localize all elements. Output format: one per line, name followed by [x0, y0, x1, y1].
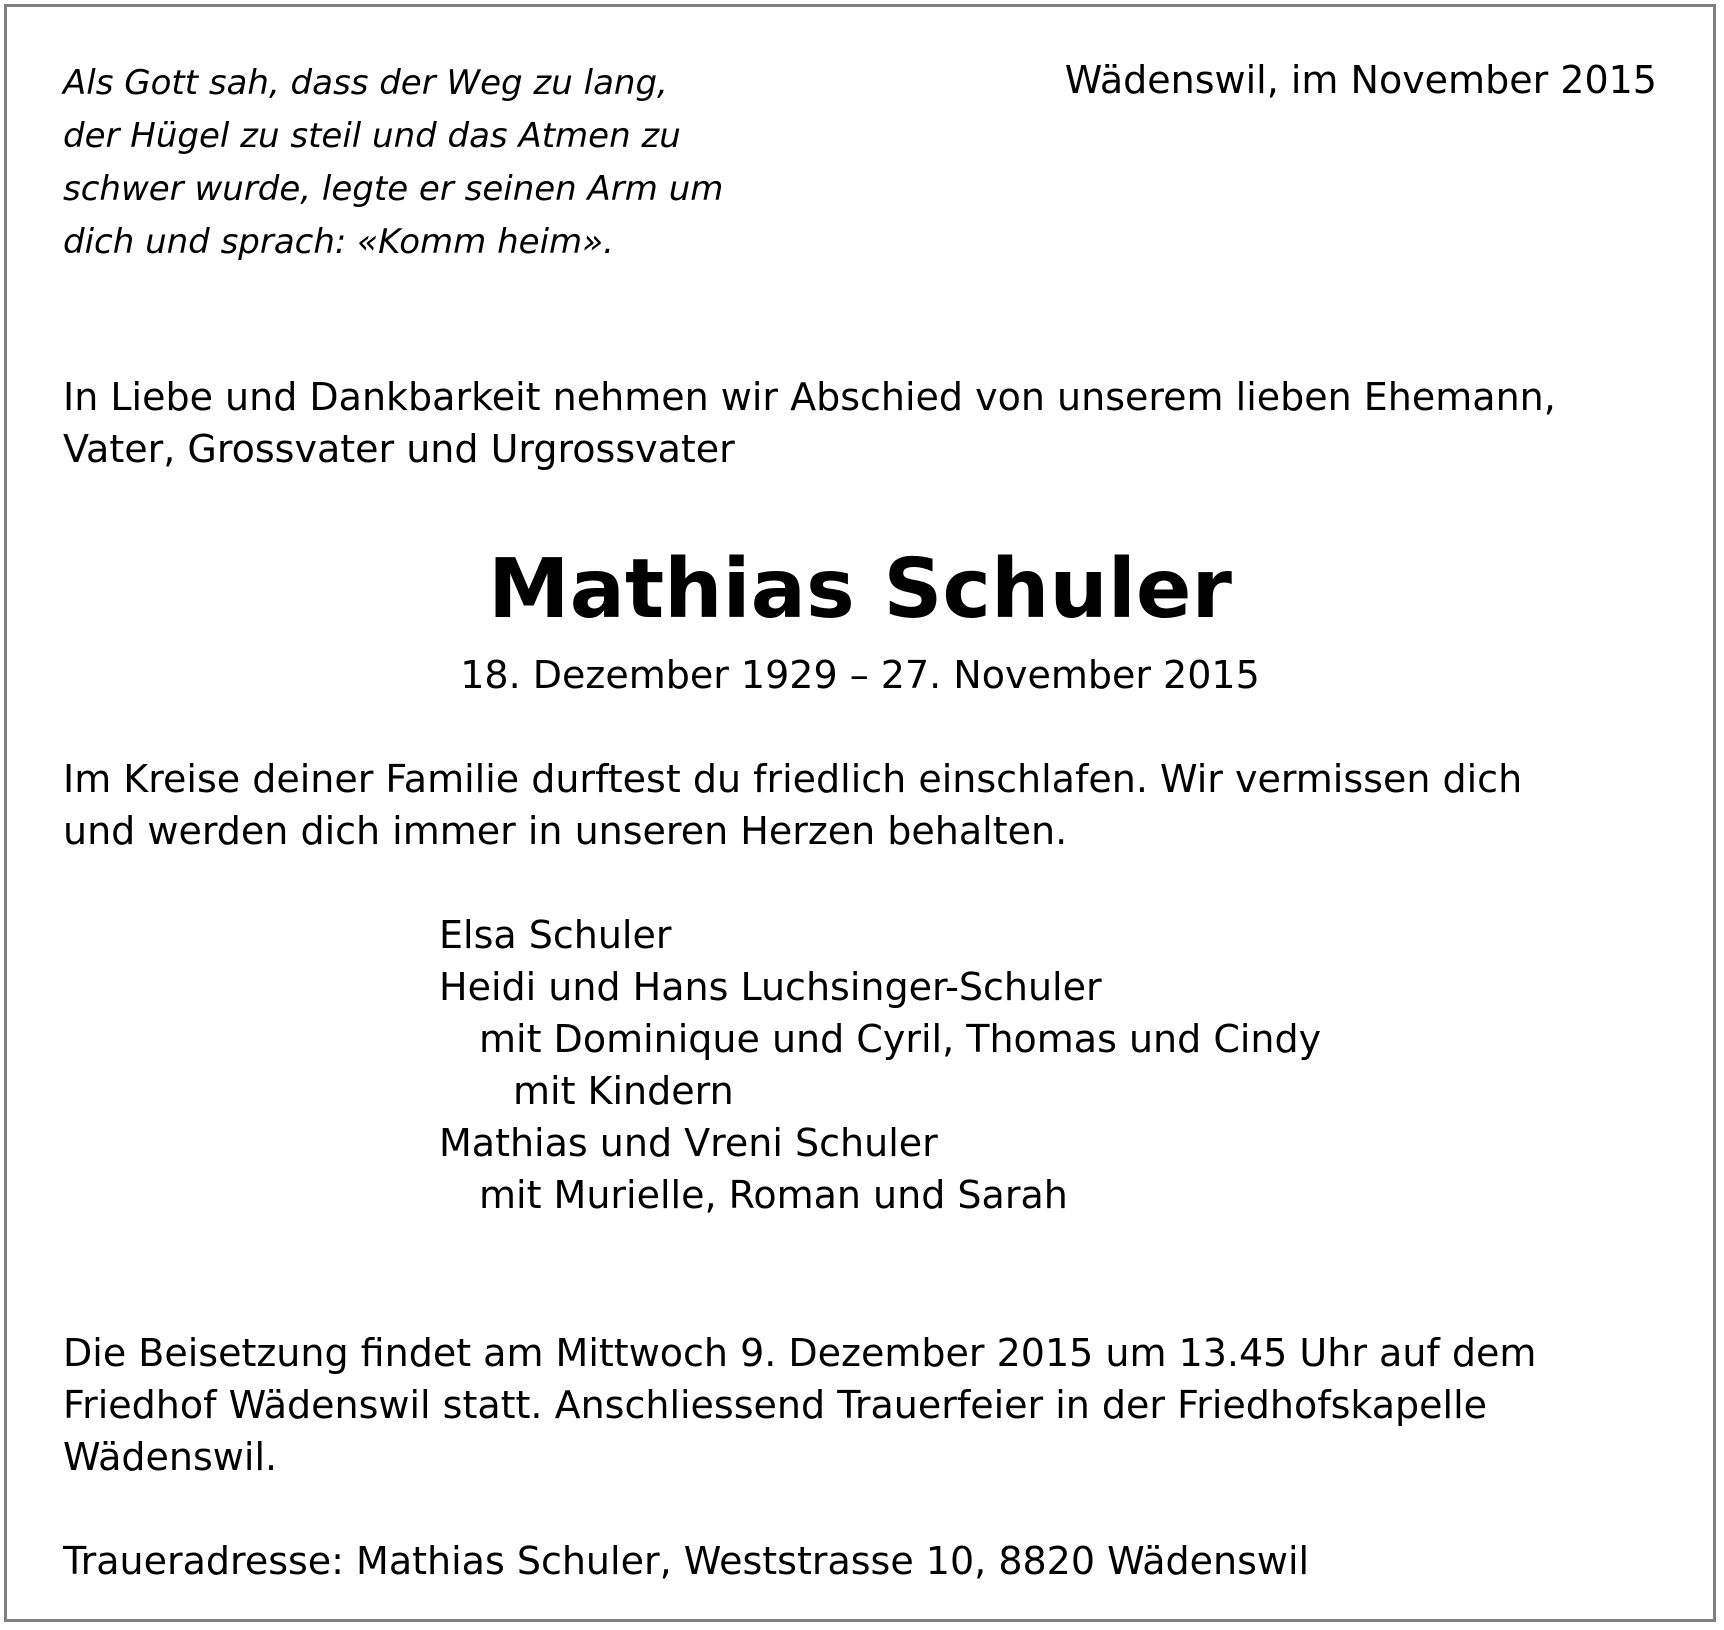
obituary-notice	[4, 4, 1716, 1622]
poem-line: Als Gott sah, dass der Weg zu lang,	[63, 63, 668, 103]
intro-line: In Liebe und Dankbarkeit nehmen wir Abschied von unserem lieben Ehemann,	[63, 375, 1556, 419]
family-member: mit Kindern	[513, 1069, 734, 1113]
place-date: Wädenswil, im November 2015	[1064, 58, 1657, 102]
farewell-line: Im Kreise deiner Familie durftest du friedlich einschlafen. Wir vermissen dich	[63, 757, 1523, 801]
burial-line: Die Beisetzung findet am Mittwoch 9. Dezember 2015 um 13.45 Uhr auf dem	[63, 1331, 1537, 1375]
farewell-line: und werden dich immer in unseren Herzen behalten.	[63, 809, 1068, 853]
family-member: Heidi und Hans Luchsinger-Schuler	[439, 965, 1102, 1009]
intro-line: Vater, Grossvater und Urgrossvater	[63, 427, 735, 471]
poem-line: dich und sprach: «Komm heim».	[63, 222, 614, 262]
burial-info	[63, 1327, 1536, 1483]
deceased-name: Mathias Schuler	[488, 542, 1232, 637]
family-list	[439, 909, 1321, 1221]
burial-line: Friedhof Wädenswil statt. Anschliessend Trauerfeier in der Friedhofskapelle	[63, 1383, 1488, 1427]
poem-line: der Hügel zu steil und das Atmen zu	[63, 116, 681, 156]
family-member: Elsa Schuler	[439, 913, 672, 957]
poem-line: schwer wurde, legte er seinen Arm um	[63, 169, 724, 209]
family-member: Mathias und Vreni Schuler	[439, 1121, 938, 1165]
poem-quote	[63, 57, 723, 269]
farewell-text	[63, 753, 1522, 857]
mourning-address: Traueradresse: Mathias Schuler, Weststrasse 10, 8820 Wädenswil	[63, 1539, 1310, 1583]
family-member: mit Murielle, Roman und Sarah	[479, 1173, 1068, 1217]
life-dates: 18. Dezember 1929 – 27. November 2015	[460, 653, 1260, 697]
family-member: mit Dominique und Cyril, Thomas und Cindy	[479, 1017, 1322, 1061]
intro-text	[63, 371, 1556, 475]
burial-line: Wädenswil.	[63, 1435, 278, 1479]
